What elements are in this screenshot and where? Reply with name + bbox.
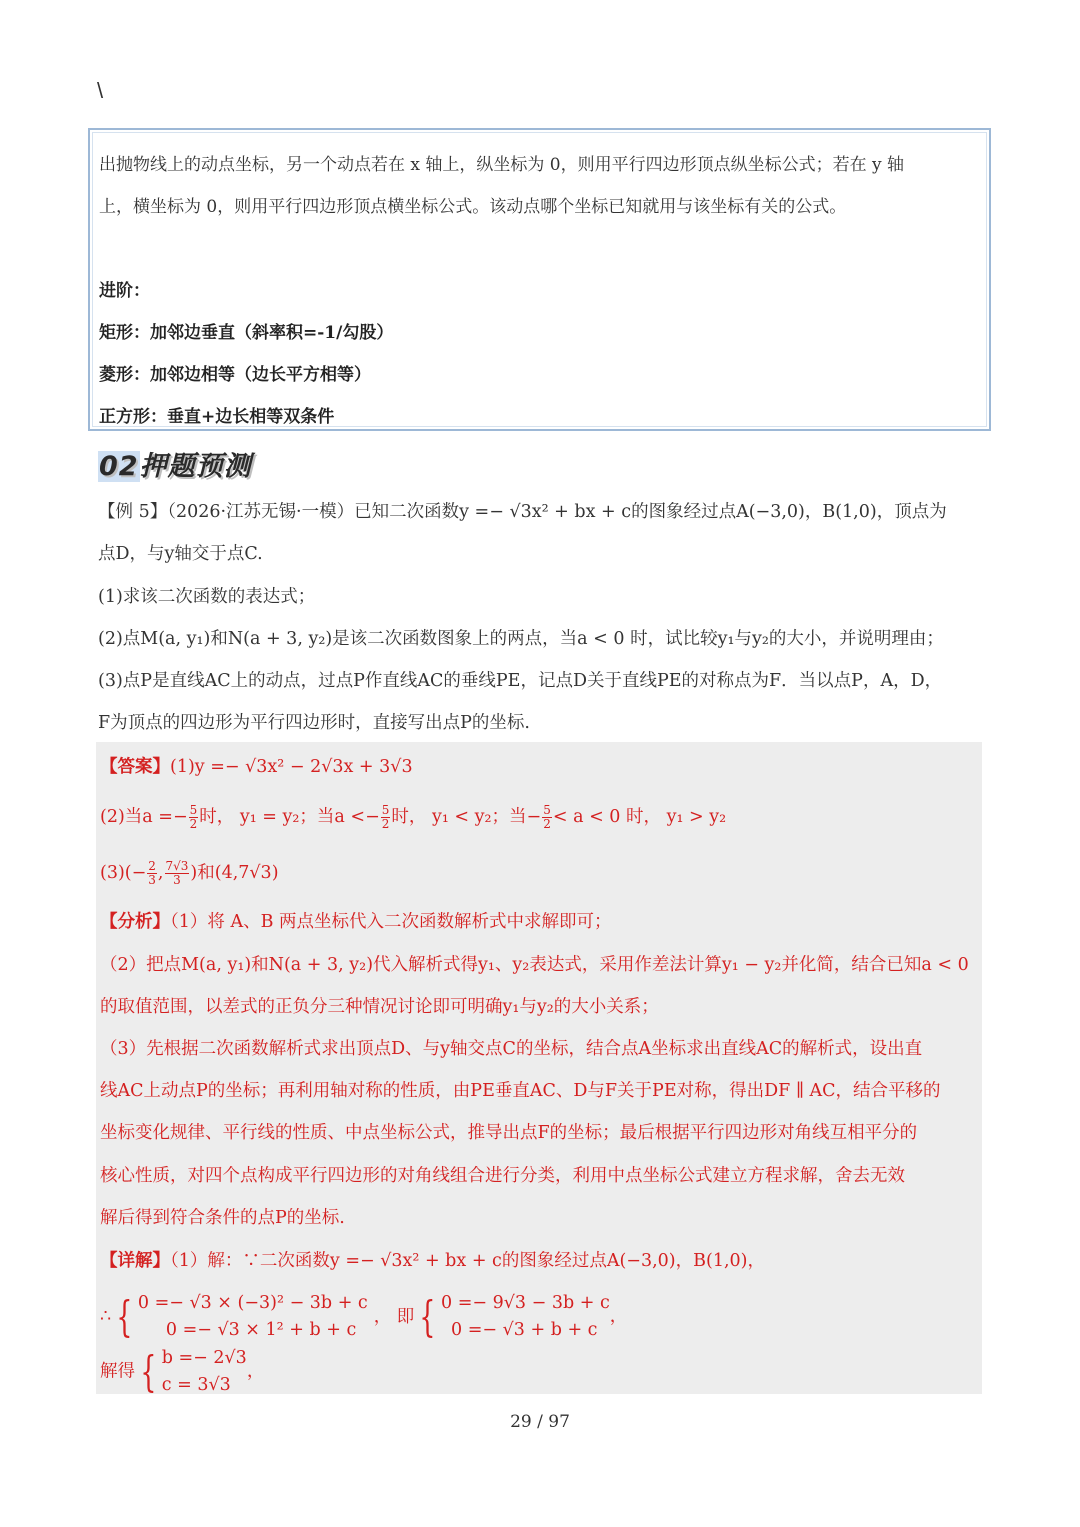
detail-text: （1）解：∵二次函数y =− √3x² + bx + c的图象经过点A(−3,0)，B(1,0)， (170, 1251, 765, 1271)
detail-1 (100, 1246, 765, 1276)
therefore-symbol: ∴ (100, 1306, 112, 1327)
comma: ， (609, 1306, 628, 1327)
comma: ， (246, 1361, 265, 1382)
rectangle-rule: 矩形：加邻边垂直（斜率积=-1/勾股） (99, 323, 394, 343)
fraction: $\frac{5}{2}$ (189, 803, 198, 831)
question-line: 点D，与y轴交于点C. (98, 544, 263, 564)
answer-2 (100, 802, 726, 832)
left-brace: { (116, 1292, 133, 1341)
solution-system (100, 1345, 264, 1399)
page-number: 29 / 97 (510, 1412, 570, 1432)
answer-label: 【答案】 (100, 757, 170, 777)
fraction: $\frac{5}{2}$ (381, 803, 390, 831)
analysis-3-cont: 核心性质，对四个点构成平行四边形的对角线组合进行分类，利用中点坐标公式建立方程求解，舍去无效 (100, 1166, 905, 1186)
answer-2-text: (2)当a =− (100, 807, 188, 827)
detail-label: 【详解】 (100, 1251, 170, 1271)
analysis-1 (100, 907, 612, 937)
square-rule: 正方形：垂直+边长相等双条件 (99, 407, 335, 427)
section-title: 押题预测 (139, 451, 252, 482)
answer-3-text: )和(4,7√3) (190, 863, 279, 883)
answer-2-text: 时， y₁ = y₂；当a <− (199, 807, 380, 827)
question-part-1: (1)求该二次函数的表达式； (98, 587, 316, 607)
advanced-label: 进阶： (99, 281, 150, 301)
solution: b =− 2√3 c = 3√3 (161, 1348, 247, 1395)
question-part-2: (2)点M(a, y₁)和N(a + 3, y₂)是该二次函数图象上的两点，当a < 0 时，试比较y₁与y₂的大小，并说明理由； (98, 629, 944, 649)
section-heading (98, 444, 252, 483)
answer-3 (100, 858, 279, 888)
system-1: 0 =− √3 × (−3)² − 3b + c 0 =− √3 × 1² + b + c (137, 1293, 368, 1340)
stray-mark: \ (97, 78, 104, 103)
section-number: 02 (99, 451, 139, 482)
question-line: 【例 5】（2026·江苏无锡·一模）已知二次函数y =− √3x² + bx + c的图象经过点A(−3,0)，B(1,0)，顶点为 (98, 502, 947, 522)
comma: , (157, 863, 164, 883)
system-2: 0 =− 9√3 − 3b + c 0 =− √3 + b + c (441, 1293, 610, 1340)
analysis-3-cont: 线AC上动点P的坐标；再利用轴对称的性质，由PE垂直AC、D与F关于PE对称，得出DF ∥ AC，结合平移的 (100, 1081, 941, 1101)
answer-2-text: 时， y₁ < y₂；当− (391, 807, 542, 827)
left-brace: { (140, 1347, 157, 1396)
fraction: $\frac{2}{3}$ (148, 859, 156, 887)
analysis-2-cont: 的取值范围，以差式的正负分三种情况讨论即可明确y₁与y₂的大小关系； (100, 997, 659, 1017)
question-part-3-cont: F为顶点的四边形为平行四边形时，直接写出点P的坐标. (98, 713, 530, 733)
tip-line: 出抛物线上的动点坐标，另一个动点若在 x 轴上，纵坐标为 0，则用平行四边形顶点纵坐标公式；若在 y 轴 (99, 155, 905, 175)
answer-2-text: < a < 0 时， y₁ > y₂ (552, 807, 727, 827)
answer-1-text: (1)y =− √3x² − 2√3x + 3√3 (170, 757, 413, 777)
analysis-label: 【分析】 (100, 912, 170, 932)
fraction: $\frac{7√3}{3}$ (165, 859, 189, 887)
analysis-2: （2）把点M(a, y₁)和N(a + 3, y₂)代入解析式得y₁、y₂表达式，采用作差法计算y₁ − y₂并化简，结合已知a < 0 (100, 955, 969, 975)
left-brace: { (419, 1292, 436, 1341)
tip-line: 上，横坐标为 0，则用平行四边形顶点横坐标公式。该动点哪个坐标已知就用与该坐标有关的公式。 (99, 197, 847, 217)
analysis-3: （3）先根据二次函数解析式求出顶点D、与y轴交点C的坐标，结合点A坐标求出直线AC的解析式，设出直 (100, 1039, 923, 1059)
fraction: $\frac{5}{2}$ (543, 803, 551, 831)
analysis-text: （1）将 A、B 两点坐标代入二次函数解析式中求解即可； (170, 912, 612, 932)
question-part-3: (3)点P是直线AC上的动点，过点P作直线AC的垂线PE，记点D关于直线PE的对称点为F．当以点P，A，D， (98, 671, 943, 691)
answer-1 (100, 752, 413, 782)
tip-box (88, 128, 991, 431)
analysis-3-cont: 解后得到符合条件的点P的坐标. (100, 1208, 345, 1228)
ji-text: ， 即 (373, 1306, 415, 1327)
jiede-text: 解得 (100, 1361, 135, 1382)
analysis-3-cont: 坐标变化规律、平行线的性质、中点坐标公式，推导出点F的坐标；最后根据平行四边形对角线互相平分的 (100, 1123, 918, 1143)
answer-3-text: (3)(− (100, 863, 147, 883)
equation-system (100, 1290, 627, 1344)
rhombus-rule: 菱形：加邻边相等（边长平方相等） (99, 365, 371, 385)
